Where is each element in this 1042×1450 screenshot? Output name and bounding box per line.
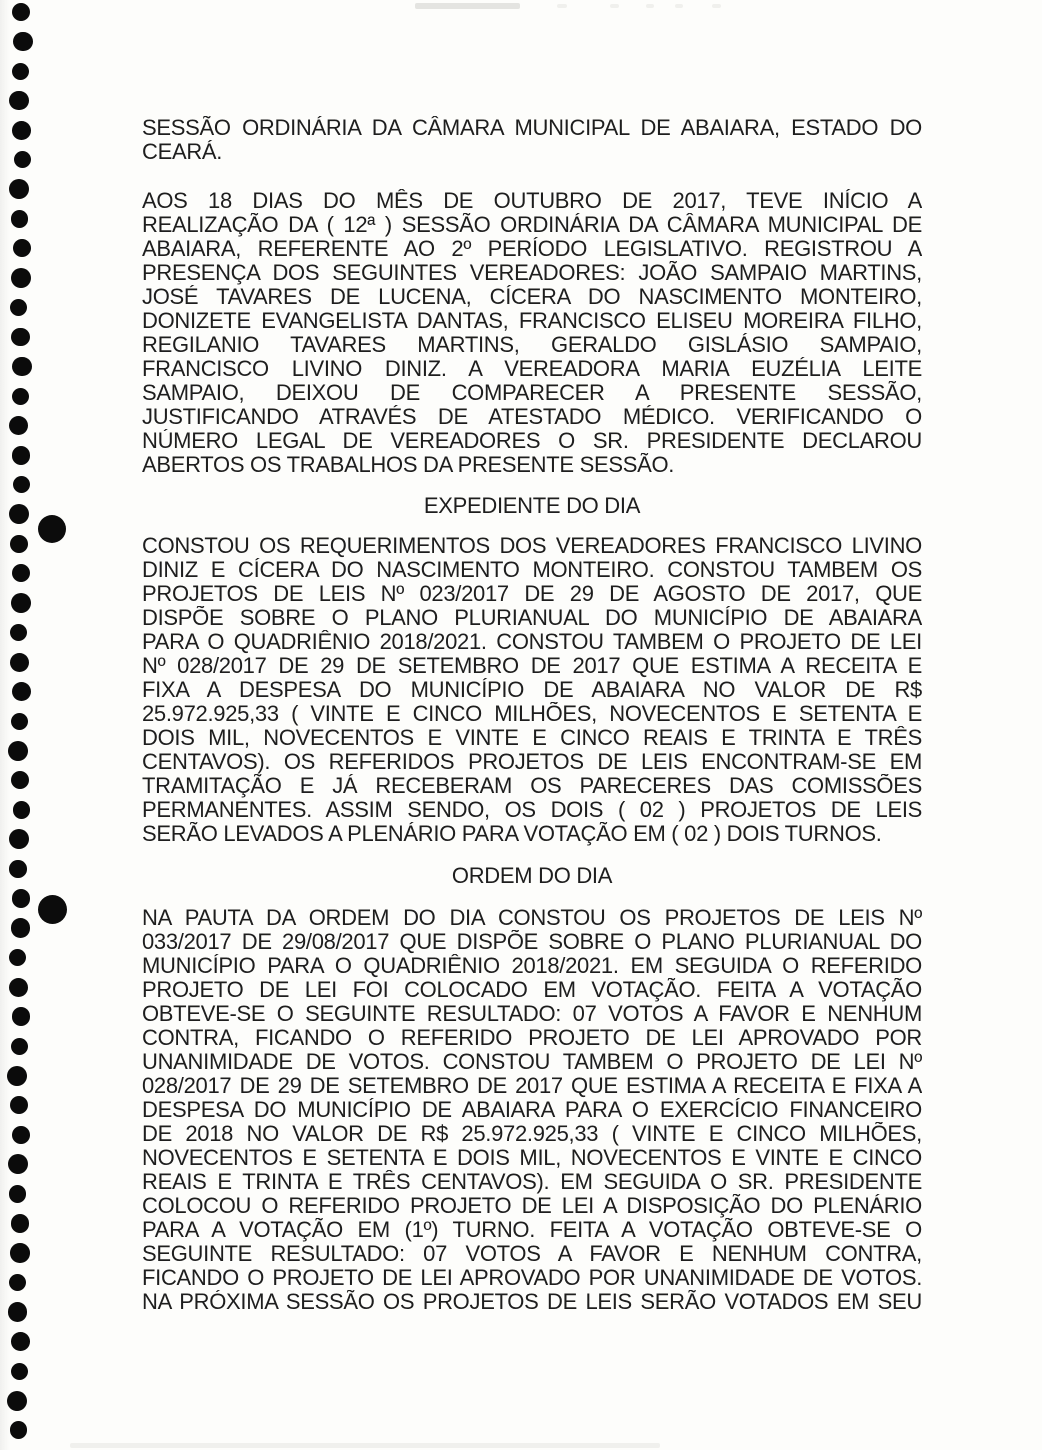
text-line: REALIZAÇÃO DA ( 12ª ) SESSÃO ORDINÁRIA DA CÂMARA MUNICIPAL DE xyxy=(142,213,922,237)
binding-hole xyxy=(11,713,28,730)
binding-hole xyxy=(9,179,29,199)
ink-blob xyxy=(38,515,66,543)
text-line: PROJETO DE LEI FOI COLOCADO EM VOTAÇÃO. FEITA A VOTAÇÃO xyxy=(142,978,922,1002)
text-line: FRANCISCO LIVINO DINIZ. A VEREADORA MARIA EUZÉLIA LEITE xyxy=(142,357,922,381)
binding-hole xyxy=(13,801,30,818)
text-line: MUNICÍPIO PARA O QUADRIÊNIO 2018/2021. EM SEGUIDA O REFERIDO xyxy=(142,954,922,978)
text-line: 033/2017 DE 29/08/2017 QUE DISPÕE SOBRE O PLANO PLURIANUAL DO xyxy=(142,930,922,954)
text-line: PERMANENTES. ASSIM SENDO, OS DOIS ( 02 ) PROJETOS DE LEIS xyxy=(142,798,922,822)
binding-hole xyxy=(12,388,29,405)
binding-hole xyxy=(12,63,29,80)
text-line: REGILANIO TAVARES MARTINS, GERALDO GISLÁSIO SAMPAIO, xyxy=(142,333,922,357)
binding-hole xyxy=(10,1421,28,1439)
binding-hole xyxy=(9,1185,26,1202)
text-line: SESSÃO ORDINÁRIA DA CÂMARA MUNICIPAL DE ABAIARA, ESTADO DO xyxy=(142,116,922,140)
binding-hole xyxy=(7,1066,27,1086)
scan-artifact-top-edge xyxy=(712,4,721,8)
text-line: CONTRA, FICANDO O REFERIDO PROJETO DE LEI APROVADO POR xyxy=(142,1026,922,1050)
section-heading-expediente: EXPEDIENTE DO DIA xyxy=(423,493,641,518)
binding-hole xyxy=(11,1214,30,1233)
text-line: SAMPAIO, DEIXOU DE COMPARECER A PRESENTE SESSÃO, xyxy=(142,381,922,405)
text-line: UNANIMIDADE DE VOTOS. CONSTOU TAMBEM O PROJETO DE LEI Nº xyxy=(142,1050,922,1074)
binding-hole xyxy=(12,121,31,140)
binding-hole xyxy=(10,653,29,672)
binding-hole xyxy=(11,1332,30,1351)
binding-hole xyxy=(12,446,31,465)
text-line: Nº 028/2017 DE 29 DE SETEMBRO DE 2017 QUE ESTIMA A RECEITA E xyxy=(142,654,922,678)
text-line: PRESENÇA DOS SEGUINTES VEREADORES: JOÃO SAMPAIO MARTINS, xyxy=(142,261,922,285)
text-line: CENTAVOS). OS REFERIDOS PROJETOS DE LEIS ENCONTRAM-SE EM xyxy=(142,750,922,774)
text-line: AOS 18 DIAS DO MÊS DE OUTUBRO DE 2017, TEVE INÍCIO A xyxy=(142,189,922,213)
binding-hole xyxy=(10,1096,28,1114)
binding-hole xyxy=(11,268,31,288)
scan-artifact-top-edge xyxy=(415,3,520,9)
text-line: DESPESA DO MUNICÍPIO DE ABAIARA PARA O EXERCÍCIO FINANCEIRO xyxy=(142,1098,922,1122)
text-line: JOSÉ TAVARES DE LUCENA, CÍCERA DO NASCIMENTO MONTEIRO, xyxy=(142,285,922,309)
binding-hole xyxy=(9,949,26,966)
binding-hole xyxy=(11,918,31,938)
scan-artifact-top-edge xyxy=(675,4,683,8)
binding-hole xyxy=(10,1243,30,1263)
text-line: CEARÁ. xyxy=(142,140,223,164)
text-line: NOVECENTOS E SETENTA E DOIS MIL, NOVECENTOS E VINTE E CINCO xyxy=(142,1146,922,1170)
binding-hole xyxy=(9,504,29,524)
text-line: OBTEVE-SE O SEGUINTE RESULTADO: 07 VOTOS A FAVOR E NENHUM xyxy=(142,1002,922,1026)
binding-hole xyxy=(9,829,29,849)
text-line: CONSTOU OS REQUERIMENTOS DOS VEREADORES FRANCISCO LIVINO xyxy=(142,534,922,558)
binding-hole xyxy=(11,1038,28,1055)
binding-hole xyxy=(12,682,31,701)
text-line: 25.972.925,33 ( VINTE E CINCO MILHÕES, NOVECENTOS E SETENTA E xyxy=(142,702,922,726)
binding-hole xyxy=(12,357,31,376)
text-line: DOIS MIL, NOVECENTOS E VINTE E CINCO REAIS E TRINTA E TRÊS xyxy=(142,726,922,750)
binding-hole xyxy=(11,328,30,347)
section-heading-ordem: ORDEM DO DIA xyxy=(451,863,613,888)
binding-hole xyxy=(10,299,27,316)
document-title xyxy=(142,116,922,164)
binding-hole xyxy=(12,1007,31,1026)
text-line: FIXA A DESPESA DO MUNICÍPIO DE ABAIARA NO VALOR DE R$ xyxy=(142,678,922,702)
text-line: NÚMERO LEGAL DE VEREADORES O SR. PRESIDENTE DECLAROU xyxy=(142,429,922,453)
binding-hole xyxy=(10,624,27,641)
binding-hole xyxy=(11,593,31,613)
binding-hole xyxy=(11,771,29,789)
text-line: NA PAUTA DA ORDEM DO DIA CONSTOU OS PROJETOS DE LEIS Nº xyxy=(142,906,922,930)
binding-hole xyxy=(12,3,31,22)
text-line: PARA A VOTAÇÃO EM (1º) TURNO. FEITA A VOTAÇÃO OBTEVE-SE O xyxy=(142,1218,922,1242)
binding-hole xyxy=(9,860,27,878)
text-line: COLOCOU O REFERIDO PROJETO DE LEI A DISPOSIÇÃO DO PLENÁRIO xyxy=(142,1194,922,1218)
text-line: 028/2017 DE 29 DE SETEMBRO DE 2017 QUE ESTIMA A RECEITA E FIXA A xyxy=(142,1074,922,1098)
text-line: ABERTOS OS TRABALHOS DA PRESENTE SESSÃO. xyxy=(142,453,675,477)
text-line: DONIZETE EVANGELISTA DANTAS, FRANCISCO ELISEU MOREIRA FILHO, xyxy=(142,309,922,333)
text-line: TRAMITAÇÃO E JÁ RECEBERAM OS PARECERES DAS COMISSÕES xyxy=(142,774,922,798)
binding-hole xyxy=(9,978,28,997)
binding-hole xyxy=(11,1363,28,1380)
binding-hole xyxy=(8,1154,28,1174)
text-line: REAIS E TRINTA E TRÊS CENTAVOS). EM SEGUIDA O SR. PRESIDENTE xyxy=(142,1170,922,1194)
binding-hole xyxy=(9,91,28,110)
binding-hole xyxy=(8,1302,27,1321)
binding-hole xyxy=(12,1126,30,1144)
binding-hole xyxy=(9,1274,26,1291)
scan-artifact-top-edge xyxy=(557,4,567,8)
binding-hole xyxy=(12,889,30,907)
binding-hole xyxy=(13,476,30,493)
text-line: SERÃO LEVADOS A PLENÁRIO PARA VOTAÇÃO EM ( 02 ) DOIS TURNOS. xyxy=(142,822,882,846)
text-line: FICANDO O PROJETO DE LEI APROVADO POR UNANIMIDADE DE VOTOS. xyxy=(142,1266,922,1290)
text-line: DE 2018 NO VALOR DE R$ 25.972.925,33 ( VINTE E CINCO MILHÕES, xyxy=(142,1122,922,1146)
binding-hole xyxy=(10,535,28,553)
opening-paragraph xyxy=(142,189,922,477)
scan-artifact-top-edge xyxy=(610,4,619,8)
ink-blob xyxy=(38,895,67,924)
scan-artifact-top-edge xyxy=(646,4,654,8)
text-line: JUSTIFICANDO ATRAVÉS DE ATESTADO MÉDICO. VERIFICANDO O xyxy=(142,405,922,429)
text-line: SEGUINTE RESULTADO: 07 VOTOS A FAVOR E NENHUM CONTRA, xyxy=(142,1242,922,1266)
binding-hole xyxy=(13,32,33,52)
binding-hole xyxy=(11,210,29,228)
text-line: NA PRÓXIMA SESSÃO OS PROJETOS DE LEIS SERÃO VOTADOS EM SEU xyxy=(142,1290,922,1314)
text-line: PROJETOS DE LEIS Nº 023/2017 DE 29 DE AGOSTO DE 2017, QUE xyxy=(142,582,922,606)
text-line: DISPÕE SOBRE O PLANO PLURIANUAL DO MUNICÍPIO DE ABAIARA xyxy=(142,606,922,630)
expediente-paragraph xyxy=(142,534,922,846)
scan-artifact-bottom-edge xyxy=(70,1443,660,1448)
binding-hole xyxy=(12,564,30,582)
ordem-paragraph xyxy=(142,906,922,1314)
text-line: ABAIARA, REFERENTE AO 2º PERÍODO LEGISLATIVO. REGISTROU A xyxy=(142,237,922,261)
binding-hole xyxy=(9,416,29,436)
text-line: DINIZ E CÍCERA DO NASCIMENTO MONTEIRO. CONSTOU TAMBEM OS xyxy=(142,558,922,582)
binding-hole xyxy=(14,151,31,168)
binding-hole xyxy=(8,741,28,761)
binding-hole xyxy=(7,1391,27,1411)
text-line: PARA O QUADRIÊNIO 2018/2021. CONSTOU TAMBEM O PROJETO DE LEI xyxy=(142,630,922,654)
binding-hole xyxy=(13,239,31,257)
